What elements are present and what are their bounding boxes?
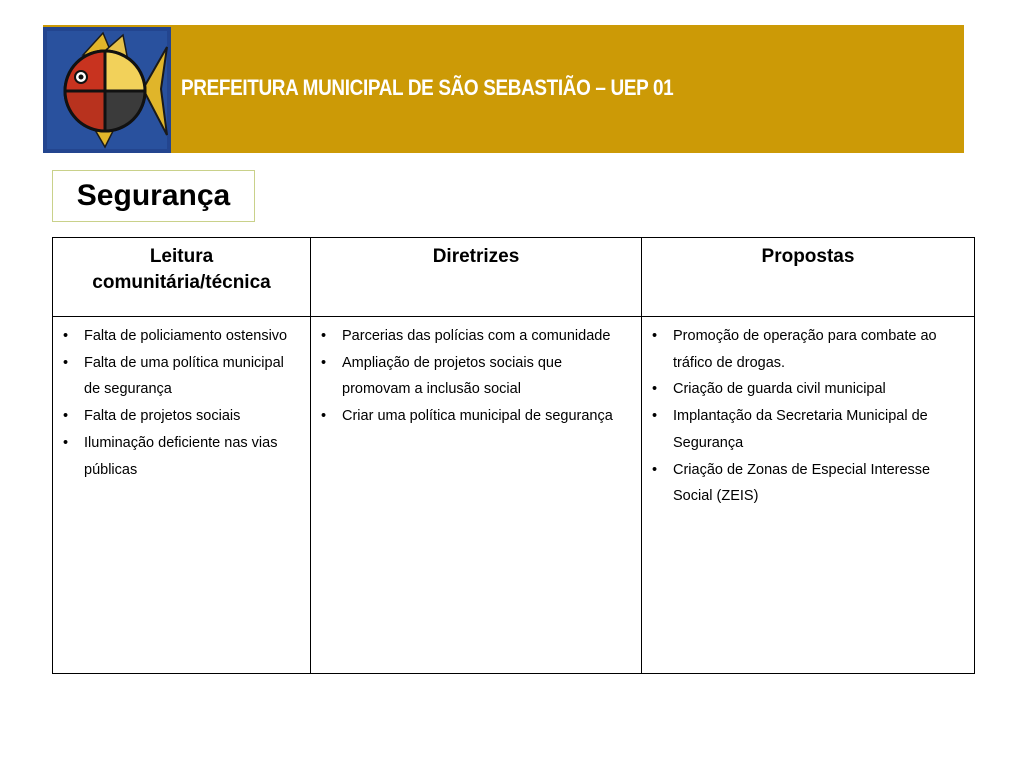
list-item-text: Implantação da Secretaria Municipal de Segurança	[673, 408, 928, 451]
content-table	[52, 237, 975, 674]
section-title: Segurança	[76, 179, 231, 212]
bullet-icon: •	[652, 408, 658, 425]
cell-leitura	[53, 317, 311, 674]
fish-logo-icon	[43, 27, 171, 153]
bullet-list	[63, 323, 302, 483]
bullet-icon: •	[321, 408, 327, 425]
list-item	[652, 323, 966, 376]
bullet-icon: •	[63, 354, 69, 371]
list-item-text: Parcerias das polícias com a comunidade	[342, 328, 611, 344]
page-title: PREFEITURA MUNICIPAL DE SÃO SEBASTIÃO – UEP 01	[181, 75, 674, 100]
bullet-icon: •	[321, 354, 327, 371]
bullet-list	[652, 323, 966, 510]
bullet-icon: •	[63, 328, 69, 344]
list-item	[652, 403, 966, 456]
table-header-row	[53, 238, 975, 317]
list-item-text: Falta de projetos sociais	[84, 408, 241, 425]
list-item	[63, 403, 302, 430]
list-item-text: Promoção de operação para combate ao tráfico de drogas.	[673, 328, 937, 371]
list-item-text: Iluminação deficiente nas vias públicas	[84, 434, 278, 478]
list-item	[321, 350, 633, 403]
list-item-text: Falta de uma política municipal de segurança	[84, 354, 284, 398]
list-item	[321, 403, 633, 430]
bullet-icon: •	[652, 461, 658, 478]
bullet-icon: •	[63, 434, 69, 451]
list-item-text: Criação de Zonas de Especial Interesse Social (ZEIS)	[673, 461, 931, 505]
list-item-text: Criação de guarda civil municipal	[673, 381, 886, 398]
bullet-list	[321, 323, 633, 430]
column-header-leitura: Leitura comunitária/técnica	[53, 238, 311, 317]
cell-propostas	[642, 317, 975, 674]
column-header-diretrizes: Diretrizes	[311, 238, 642, 317]
bullet-icon: •	[321, 328, 327, 344]
bullet-icon: •	[652, 381, 658, 398]
list-item	[652, 376, 966, 403]
cell-diretrizes	[311, 317, 642, 674]
bullet-icon: •	[63, 408, 69, 425]
list-item	[63, 430, 302, 483]
list-item	[652, 457, 966, 510]
column-header-propostas: Propostas	[642, 238, 975, 317]
list-item-text: Ampliação de projetos sociais que promovam a inclusão social	[342, 354, 563, 398]
list-item	[63, 350, 302, 403]
list-item-text: Criar uma política municipal de segurança	[342, 408, 613, 425]
list-item	[63, 323, 302, 350]
list-item-text: Falta de policiamento ostensivo	[84, 328, 288, 344]
list-item	[321, 323, 633, 350]
bullet-icon: •	[652, 328, 658, 344]
section-title-box	[52, 170, 255, 222]
table-row	[53, 317, 975, 674]
